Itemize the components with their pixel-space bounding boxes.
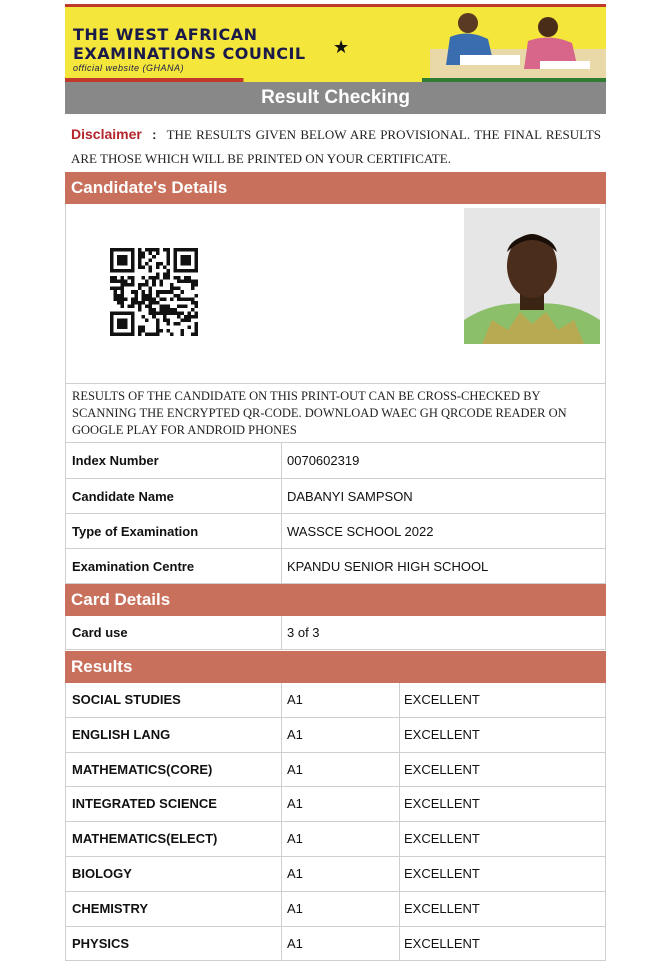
column-divider	[399, 787, 400, 821]
grade-cell: A1	[287, 935, 303, 951]
column-divider	[399, 892, 400, 926]
remark-cell: EXCELLENT	[404, 866, 480, 881]
star-icon: ★	[333, 37, 350, 57]
org-name-line2: EXAMINATIONS COUNCIL	[73, 44, 306, 63]
disclaimer-separator: :	[152, 127, 157, 142]
column-divider	[281, 787, 282, 821]
detail-row-exam-centre	[65, 549, 606, 584]
table-row	[65, 718, 606, 753]
table-row	[65, 927, 606, 961]
disclaimer-text	[71, 122, 601, 171]
column-divider	[281, 514, 282, 548]
subject-cell: ENGLISH LANG	[72, 726, 171, 742]
subject-cell: SOCIAL STUDIES	[72, 692, 181, 707]
column-divider	[281, 753, 282, 787]
grade-cell: A1	[287, 796, 303, 812]
detail-value: 3 of 3	[287, 625, 320, 640]
detail-row-exam-type	[65, 514, 606, 549]
org-website-tag: official website (GHANA)	[73, 63, 185, 73]
grade-cell: A1	[287, 692, 303, 707]
detail-label: Index Number	[72, 453, 159, 468]
column-divider	[399, 822, 400, 856]
remark-cell: EXCELLENT	[404, 761, 480, 777]
grade-cell: A1	[287, 900, 303, 916]
remark-cell: EXCELLENT	[404, 900, 480, 916]
detail-label: Candidate Name	[72, 489, 174, 504]
column-divider	[281, 443, 282, 478]
detail-row-index-number	[65, 443, 606, 479]
detail-row-card-use	[65, 616, 606, 650]
remark-cell: EXCELLENT	[404, 935, 480, 951]
column-divider	[281, 549, 282, 583]
candidate-media-frame	[65, 204, 606, 384]
column-divider	[399, 718, 400, 752]
detail-value: KPANDU SENIOR HIGH SCHOOL	[287, 559, 489, 574]
column-divider	[281, 822, 282, 856]
detail-label: Card use	[72, 625, 128, 640]
students-writing-image	[390, 7, 606, 78]
column-divider	[399, 927, 400, 961]
subject-cell: INTEGRATED SCIENCE	[72, 796, 217, 812]
detail-label: Type of Examination	[72, 524, 199, 539]
detail-row-candidate-name	[65, 479, 606, 514]
detail-value: 0070602319	[287, 453, 360, 468]
table-row	[65, 822, 606, 857]
column-divider	[399, 753, 400, 787]
remark-cell: EXCELLENT	[404, 726, 480, 742]
table-row	[65, 683, 606, 718]
disclaimer-body: THE RESULTS GIVEN BELOW ARE PROVISIONAL. THE FINAL RESULTS ARE THOSE WHICH WILL BE PRINTED ON YOUR CERTIFICATE.	[71, 127, 602, 166]
subject-cell: BIOLOGY	[72, 866, 132, 881]
table-row	[65, 892, 606, 927]
section-candidate-details: Candidate's Details	[65, 172, 606, 204]
column-divider	[281, 683, 282, 717]
detail-label: Examination Centre	[72, 559, 195, 574]
column-divider	[281, 892, 282, 926]
remark-cell: EXCELLENT	[404, 831, 480, 847]
column-divider	[281, 616, 282, 649]
table-row	[65, 857, 606, 892]
candidate-photo	[464, 208, 600, 344]
column-divider	[281, 927, 282, 961]
detail-value: DABANYI SAMPSON	[287, 489, 413, 504]
detail-value: WASSCE SCHOOL 2022	[287, 524, 434, 539]
subject-cell: MATHEMATICS(ELECT)	[72, 831, 218, 847]
column-divider	[399, 683, 400, 717]
subject-cell: MATHEMATICS(CORE)	[72, 761, 213, 777]
waec-banner	[65, 4, 606, 78]
subject-cell: CHEMISTRY	[72, 900, 149, 916]
remark-cell: EXCELLENT	[404, 692, 480, 707]
column-divider	[281, 857, 282, 891]
section-results: Results	[65, 651, 606, 683]
org-name-line1: THE WEST AFRICAN	[73, 25, 258, 44]
section-card-details: Card Details	[65, 584, 606, 616]
column-divider	[399, 857, 400, 891]
table-row	[65, 753, 606, 788]
grade-cell: A1	[287, 761, 303, 777]
grade-cell: A1	[287, 831, 303, 847]
disclaimer-label: Disclaimer	[71, 126, 142, 142]
qr-code	[110, 248, 198, 336]
table-row	[65, 787, 606, 822]
candidate-photo-image	[464, 208, 600, 344]
column-divider	[281, 718, 282, 752]
qr-verification-note: RESULTS OF THE CANDIDATE ON THIS PRINT-OUT CAN BE CROSS-CHECKED BY SCANNING THE ENCRYPTED QR-CODE. DOWNLOAD WAEC GH QRCODE READER ON GOOGLE PLAY FOR ANDROID PHONES	[65, 383, 606, 443]
result-page	[65, 4, 606, 960]
column-divider	[281, 479, 282, 513]
page-title: Result Checking	[65, 82, 606, 114]
grade-cell: A1	[287, 866, 303, 881]
grade-cell: A1	[287, 726, 303, 742]
subject-cell: PHYSICS	[72, 935, 130, 951]
remark-cell: EXCELLENT	[404, 796, 480, 812]
